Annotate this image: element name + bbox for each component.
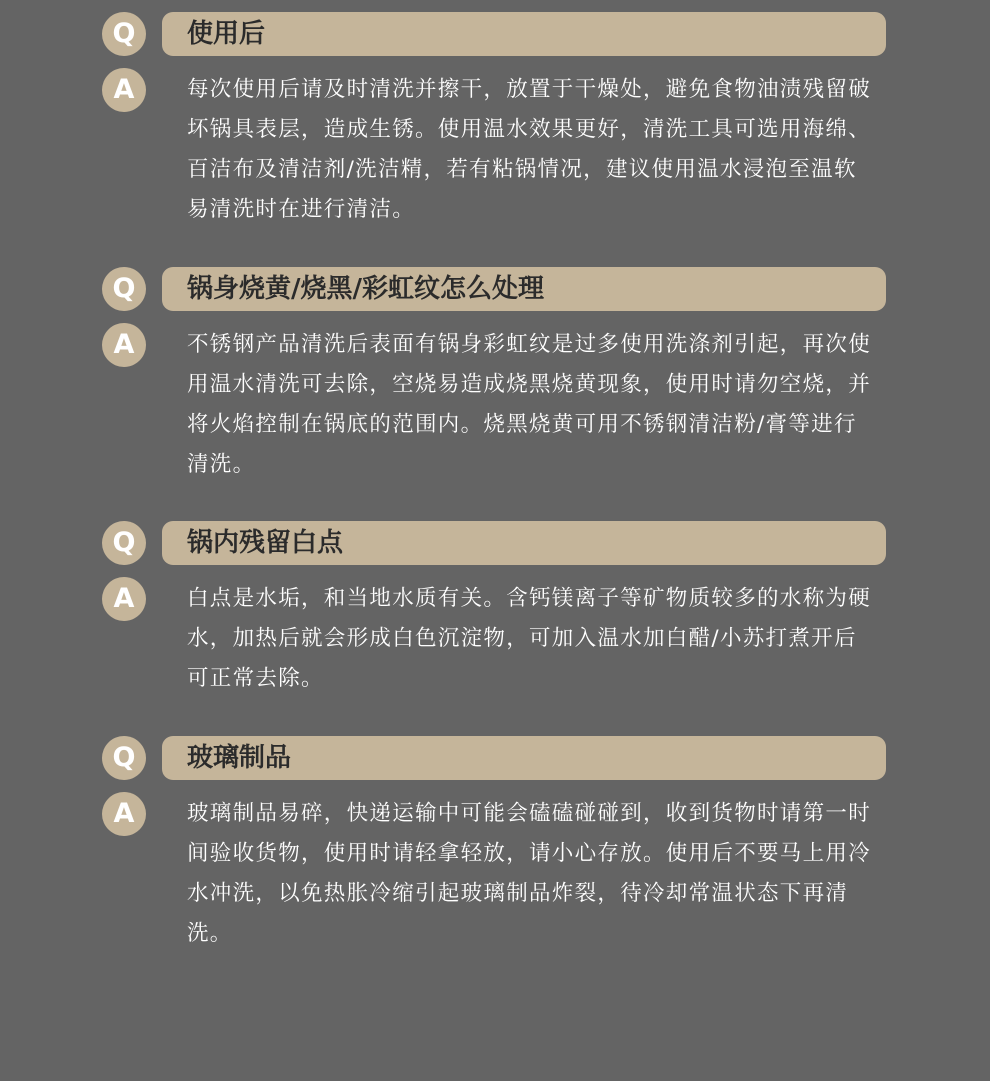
question-bar [162, 12, 886, 56]
answer-row [0, 323, 990, 477]
answer-text: 白点是水垢，和当地水质有关。含钙镁离子等矿物质较多的水称为硬水，加热后就会形成白色沉淀物，可加入温水加白醋/小苏打煮开后可正常去除。 [187, 586, 872, 691]
question-title: 玻璃制品 [187, 743, 292, 773]
q-badge: Q [102, 736, 146, 780]
q-badge: Q [102, 12, 146, 56]
q-badge: Q [102, 521, 146, 565]
q-badge: Q [102, 267, 146, 311]
question-bar [162, 736, 886, 780]
answer-text: 每次使用后请及时清洗并擦干，放置于干燥处，避免食物油渍残留破坏锅具表层，造成生锈。使用温水效果更好，清洗工具可选用海绵、百洁布及清洁剂/洗洁精，若有粘锅情况，建议使用温水浸泡至温软易清洗时在进行清洁。 [187, 77, 872, 222]
a-badge: A [102, 792, 146, 836]
faq-item [0, 724, 990, 946]
answer-row [0, 792, 990, 946]
faq-item [0, 509, 990, 691]
answer-text: 不锈钢产品清洗后表面有锅身彩虹纹是过多使用洗涤剂引起，再次使用温水清洗可去除，空烧易造成烧黑烧黄现象，使用时请勿空烧，并将火焰控制在锅底的范围内。烧黑烧黄可用不锈钢清洁粉/膏等进行清洗。 [187, 332, 872, 477]
a-badge: A [102, 577, 146, 621]
question-title: 锅内残留白点 [187, 528, 344, 558]
question-row [0, 255, 990, 304]
answer-row [0, 577, 990, 691]
answer-text: 玻璃制品易碎，快递运输中可能会磕磕碰碰到，收到货物时请第一时间验收货物，使用时请轻拿轻放，请小心存放。使用后不要马上用冷水冲洗，以免热胀冷缩引起玻璃制品炸裂，待冷却常温状态下再清洗。 [187, 801, 872, 946]
question-bar [162, 521, 886, 565]
a-badge: A [102, 68, 146, 112]
question-bar [162, 267, 886, 311]
question-title: 使用后 [187, 19, 266, 49]
a-badge: A [102, 323, 146, 367]
faq-item [0, 0, 990, 222]
question-title: 锅身烧黄/烧黑/彩虹纹怎么处理 [187, 274, 544, 304]
question-row [0, 509, 990, 558]
question-row [0, 724, 990, 773]
question-row [0, 0, 990, 49]
answer-row [0, 68, 990, 222]
faq-item [0, 255, 990, 477]
